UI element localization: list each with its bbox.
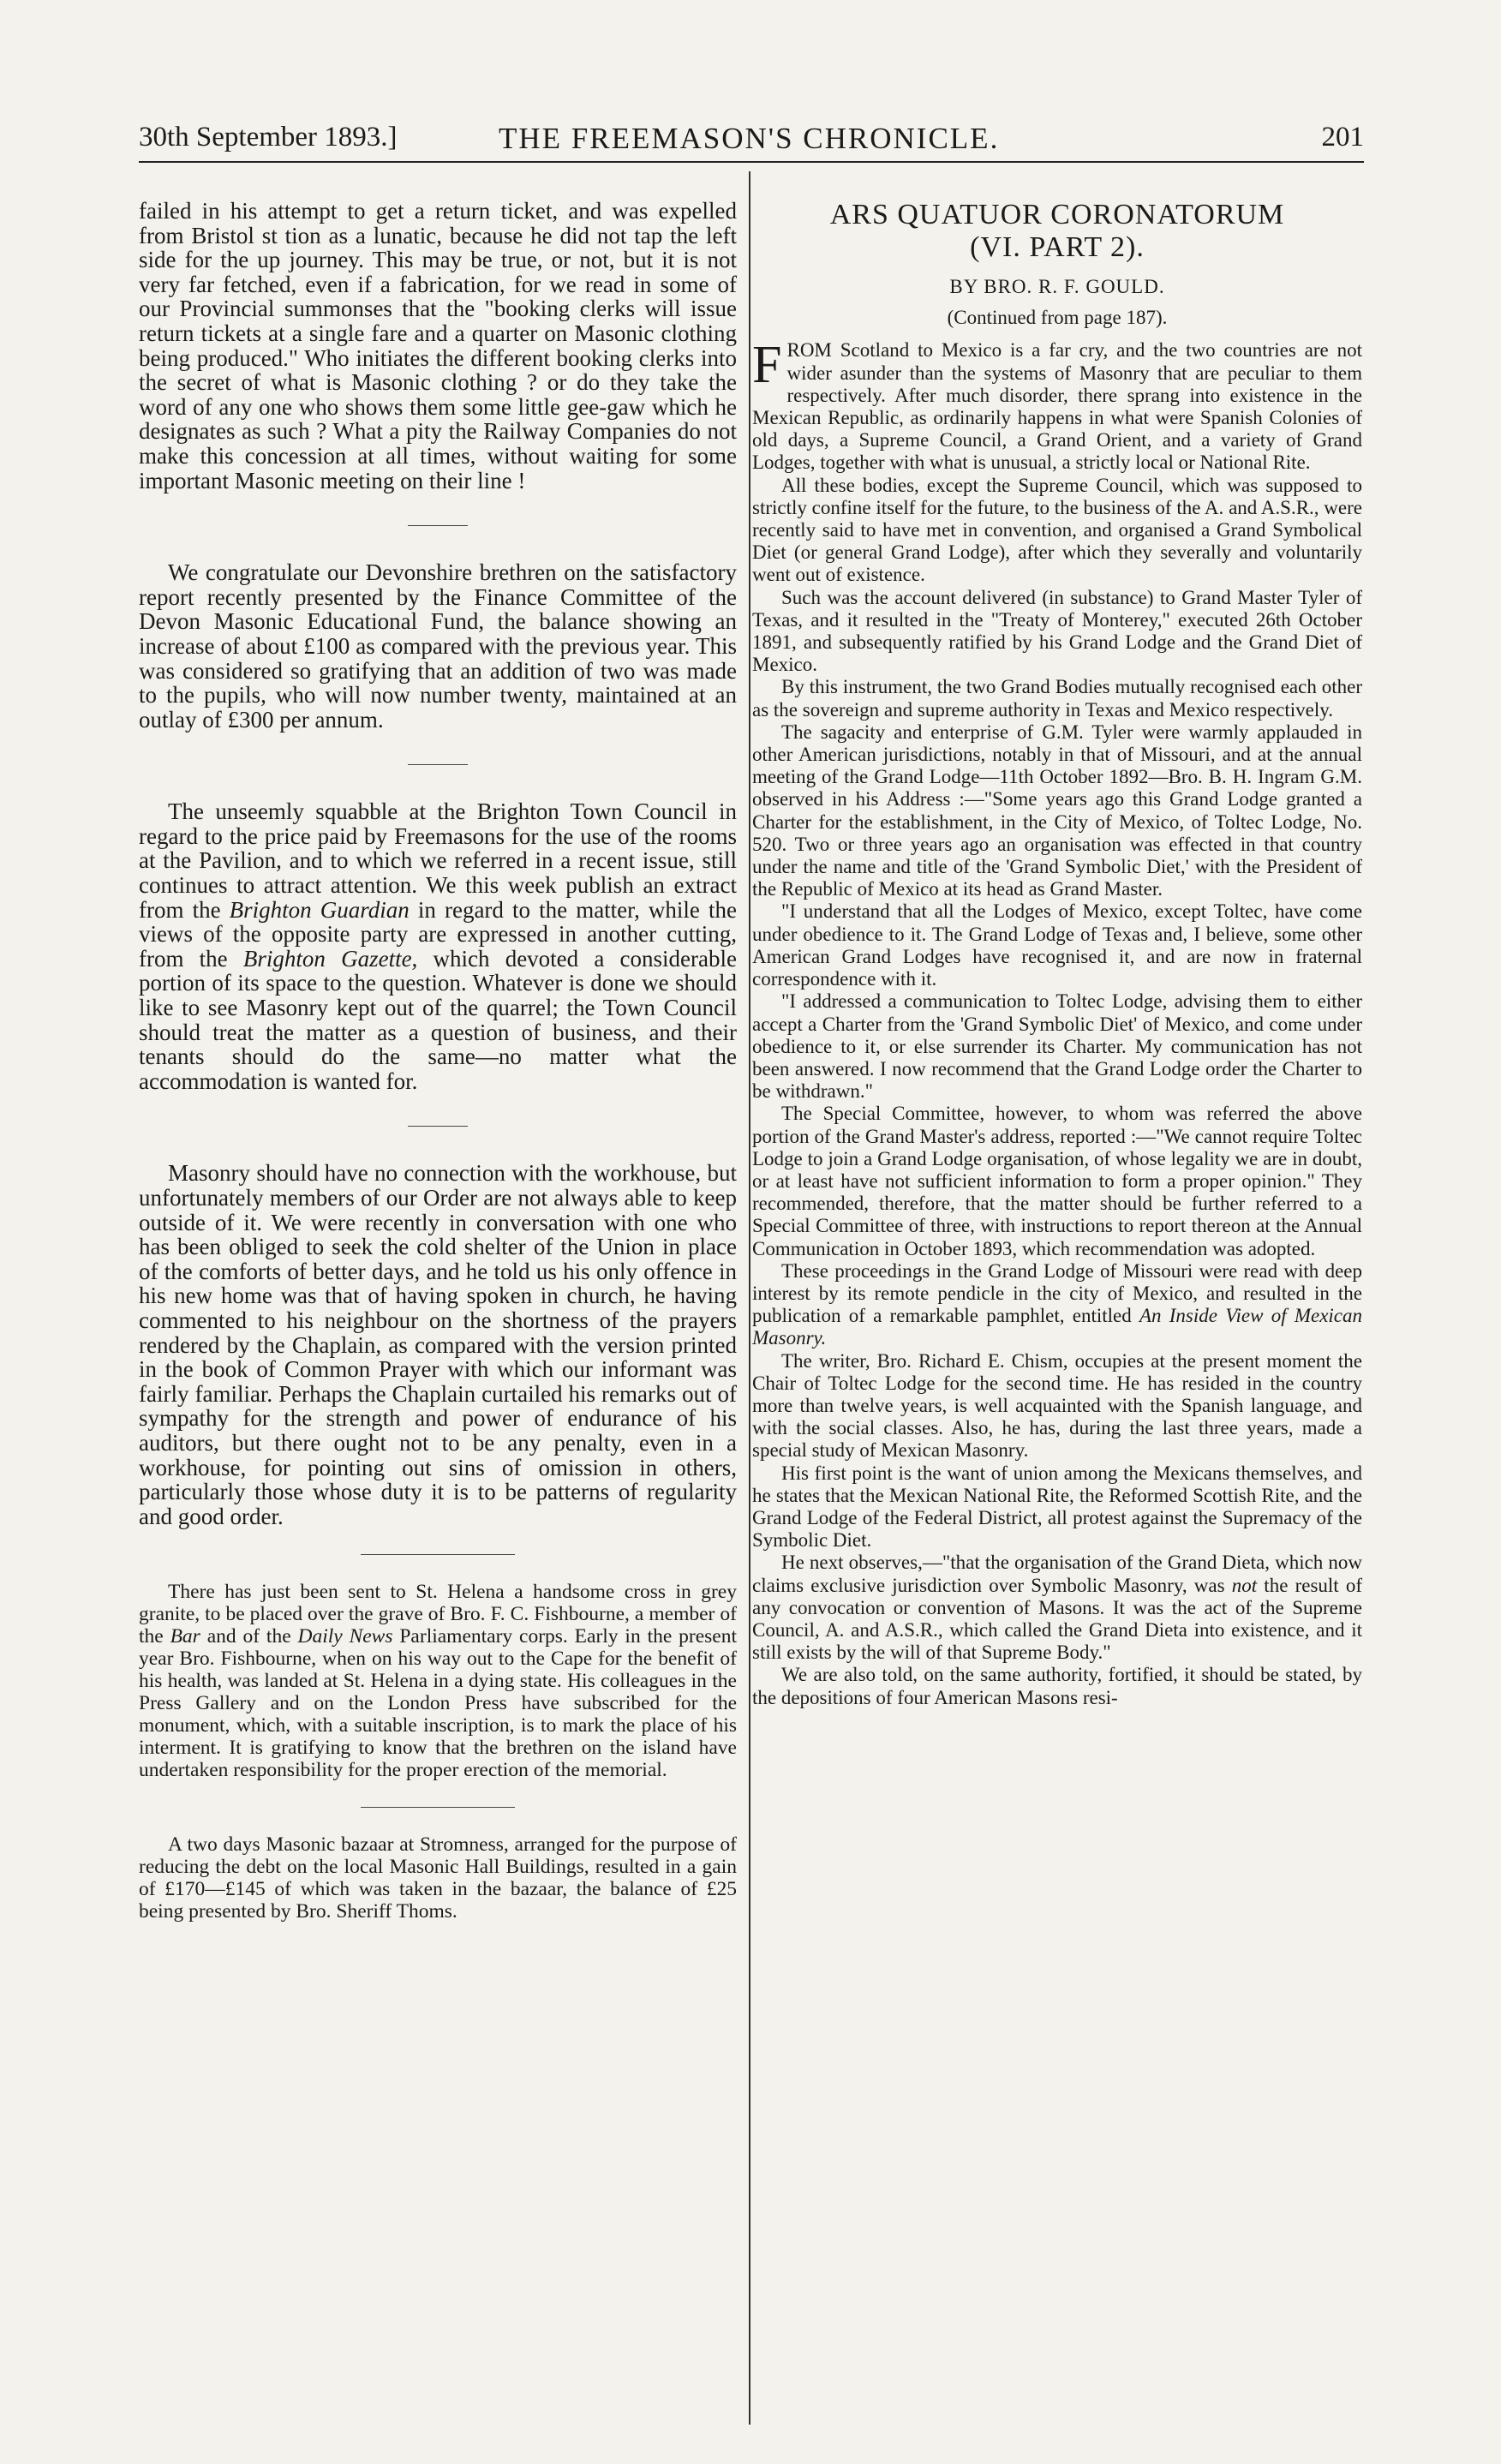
article-paragraph: The Special Committee, however, to whom was referred the above portion of the Grand Master's address, reported :—"We cannot require Toltec Lodge to join a Grand Lodge organisation, of whose legality we are in doubt, or at least have not sufficient information to form a proper opinion." They recommended, therefore, that the matter should be further referred to a Special Committee of three, with instructions to report thereon at the Annual Communication in October 1893, which recommendation was adopted. xyxy=(752,1103,1362,1259)
railway-paragraph: failed in his attempt to get a return ticket, and was expelled from Bristol st tion as a lunatic, because he did not tap the left side for the up journey. This may be true, or not, but it is not very far fetched, even if a fabrication, for we read in some of our Provincial summonses that the "booking clerks will issue return tickets at a single fare and a quarter on Masonic clothing being produced." Who initiates the different booking clerks into the secret of what is Masonic clothing ? or do they take the word of any one who shows them some little gee-gaw which he designates as such ? What a pity the Railway Companies do not make this concession at all times, without waiting for some important Masonic meeting on their line ! xyxy=(139,198,737,493)
separator xyxy=(408,525,468,526)
text-run: Parliamentary corps. Early in the present year Bro. Fishbourne, when on his way out to the Cape for the benefit of his health, was landed at St. Helena in a dying state. His colleagues in the Press Gallery and on the London Press have subscribed for the monument, which, with a suitable inscription, is to mark the place of his interment. It is gratifying to know that the brethren on the island have undertaken responsibility for the proper erection of the memorial. xyxy=(139,1625,737,1782)
italic-term: Bar xyxy=(170,1625,200,1648)
issue-date: 30th September 1893.] xyxy=(139,122,398,153)
text-run: These proceedings in the Grand Lodge of Missouri were read with deep interest by its remote pendicle in the city of Mexico, and resulted in the publication of a remarkable pamphlet, entitled xyxy=(752,1259,1362,1327)
text-run: There has just been sent to St. Helena a handsome cross in grey granite, to be placed over the grave of Bro. F. C. Fishbourne, a member of the xyxy=(139,1581,737,1648)
article-byline: BY BRO. R. F. GOULD. xyxy=(949,276,1165,297)
st-helena-paragraph xyxy=(139,1581,737,1781)
article-paragraph: By this instrument, the two Grand Bodies mutually recognised each other as the sovereign and supreme authority in Texas and Mexico respectively. xyxy=(752,676,1362,721)
page-number: 201 xyxy=(1321,122,1364,153)
article-paragraph xyxy=(752,1260,1362,1350)
text-run: which devoted a considerable portion of its space to the question. Whatever is done we should like to see Masonry kept out of the quarrel; the Town Council should treat the matter as a question of business, and their tenants should do the same—no matter what the accommodation is wanted for. xyxy=(139,945,737,1094)
header-rule xyxy=(139,161,1364,163)
newspaper-name: Daily News xyxy=(297,1625,393,1648)
running-head xyxy=(139,122,1364,156)
article-paragraph: The writer, Bro. Richard E. Chism, occupies at the present moment the Chair of Toltec Lodge for the second time. He has resided in the country more than twelve years, is well acquainted with the Spanish language, and with the social classes. Also, he has, during the last three years, made a special study of Mexican Masonry. xyxy=(752,1349,1362,1462)
article-paragraph xyxy=(752,1552,1362,1664)
newspaper-name: Brighton Guardian xyxy=(229,896,410,923)
separator xyxy=(361,1554,515,1555)
text-run: the result of any convocation or convention of Masons. It was the act of the Supreme Council, A. and A.S.R., which called the Grand Dieta into existence, and it still exists by the will of that Supreme Body." xyxy=(752,1574,1363,1664)
separator xyxy=(408,1126,468,1127)
article-paragraph: Such was the account delivered (in substance) to Grand Master Tyler of Texas, and it resulted in the "Treaty of Monterey," executed 26th October 1891, and subsequently ratified by his Grand Lodge and the Grand Diet of Mexico. xyxy=(752,586,1362,676)
workhouse-paragraph: Masonry should have no connection with the workhouse, but unfortunately members of our Order are not always able to keep outside of it. We were recently in conversation with one who has been obliged to seek the cold shelter of the Union in place of the comforts of better days, and he told us his only offence in his new home was that of having spoken in church, he having commented to his neighbour on the shortness of the prayers rendered by the Chaplain, as compared with the version printed in the book of Common Prayer with which our informant was fairly familiar. Perhaps the Chaplain curtailed his remarks out of sympathy for the strength and power of endurance of his auditors, but there ought not to be any penalty, even in a workhouse, for pointing out sins of omission in others, particularly those whose duty it is to be patterns of regularity and good order. xyxy=(139,1160,737,1529)
article-paragraph: His first point is the want of union among the Mexicans themselves, and he states that the Mexican National Rite, the Reformed Scottish Rite, and the Grand Lodge of the Federal District, all protest against the Supremacy of the Symbolic Diet. xyxy=(752,1462,1362,1552)
column-rule xyxy=(749,171,750,2425)
separator xyxy=(408,764,468,765)
separator xyxy=(361,1807,515,1808)
devon-paragraph: We congratulate our Devonshire brethren on the satisfactory report recently presented by the Finance Committee of the Devon Masonic Educational Fund, the balance showing an increase of about £100 as compared with the previous year. This was considered so gratifying that an addition of two was made to the pupils, who will now number twenty, maintained at an outlay of £300 per annum. xyxy=(139,559,737,733)
brighton-paragraph xyxy=(139,799,737,1093)
article-paragraph: All these bodies, except the Supreme Council, which was supposed to strictly confine itself for the future, to the business of the A. and A.S.R., were recently said to have met in convention, and organised a Grand Symbolical Diet (or general Grand Lodge), after which they severally and voluntarily went out of existence. xyxy=(752,474,1362,586)
text-run: The unseemly squabble at the Brighton Town Council in regard to the price paid by Freemasons for the use of the rooms at the Pavilion, and to which we referred in a recent issue, still continues to attract attention. We this week publish an extract from the xyxy=(139,798,737,923)
drop-cap: F xyxy=(752,336,782,395)
stromness-paragraph: A two days Masonic bazaar at Stromness, arranged for the purpose of reducing the debt on the local Masonic Hall Buildings, resulted in a gain of £170—£145 of which was taken in the bazaar, the balance of £25 being presented by Bro. Sheriff Thoms. xyxy=(139,1833,737,1923)
left-column xyxy=(139,199,737,1923)
publication-title: THE FREEMASON'S CHRONICLE. xyxy=(499,122,1000,155)
article-paragraph xyxy=(752,336,1362,474)
text-run: He next observes,—"that the organisation of the Grand Dieta, which now claims exclusive jurisdiction over Symbolic Masonry, was xyxy=(752,1552,1362,1596)
newspaper-name: Brighton Gazette, xyxy=(242,945,418,972)
article-title-line: (VI. PART 2). xyxy=(970,231,1145,263)
right-column xyxy=(752,199,1362,1709)
text-run: in regard to the matter, while the views of the opposite party are expressed in another cutting, from the xyxy=(139,896,737,972)
continued-note: (Continued from page 187). xyxy=(947,307,1168,329)
article-title-line: ARS QUATUOR CORONATORUM xyxy=(829,199,1285,230)
article-paragraph: "I understand that all the Lodges of Mexico, except Toltec, have come under obedience to it. The Grand Lodge of Texas and, I believe, some other American Grand Lodges have recognised it, and are now in fraternal correspondence with it. xyxy=(752,900,1362,990)
article-title xyxy=(752,199,1362,264)
pamphlet-title: An Inside View of Mexican Masonry. xyxy=(752,1305,1363,1349)
article-paragraph: The sagacity and enterprise of G.M. Tyler were warmly applauded in other American jurisdictions, notably in that of Missouri, and at the annual meeting of the Grand Lodge—11th October 1892—Bro. B. H. Ingram G.M. observed in his Address :—"Some years ago this Grand Lodge granted a Charter for the establishment, in the City of Mexico, of Toltec Lodge, No. 520. Two or three years ago an organisation was effected in that country under the name and title of the 'Grand Symbolic Diet,' with the President of the Republic of Mexico at its head as Grand Master. xyxy=(752,721,1362,900)
text-run: ROM Scotland to Mexico is a far cry, and the two countries are not wider asunder than the systems of Masonry that are peculiar to them respectively. After much disorder, there sprang into existence in the Mexican Republic, as ordinarily happens in what were Spanish Colonies of old days, a Supreme Council, a Grand Orient, and a variety of Grand Lodges, together with what is unusual, a strictly local or National Rite. xyxy=(752,339,1362,474)
article-paragraph: We are also told, on the same authority, fortified, it should be stated, by the depositions of four American Masons resi- xyxy=(752,1664,1362,1708)
italic-term: not xyxy=(1231,1574,1258,1596)
text-run: and of the xyxy=(200,1625,298,1648)
article-paragraph: "I addressed a communication to Toltec Lodge, advising them to either accept a Charter from the 'Grand Symbolic Diet' of Mexico, and come under obedience to it, or else surrender its Charter. My communication has not been answered. I now recommend that the Grand Lodge order the Charter to be withdrawn." xyxy=(752,990,1362,1103)
